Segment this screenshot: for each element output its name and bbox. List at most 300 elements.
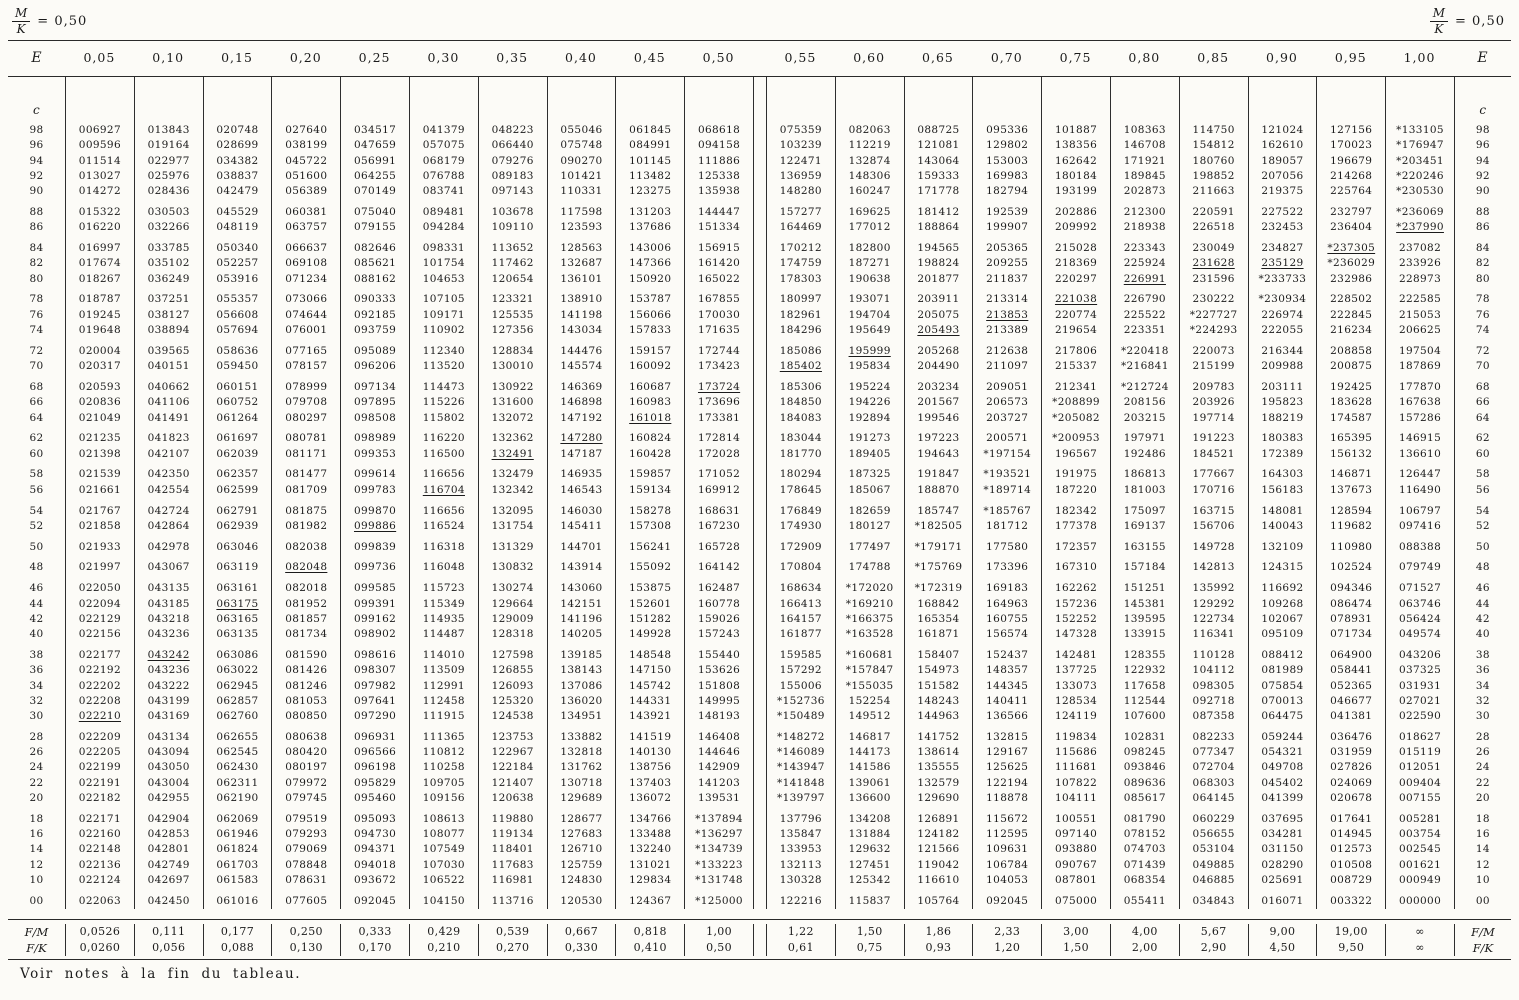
table-cell: 0,40	[565, 50, 597, 65]
table-cell: 1,20	[994, 941, 1021, 955]
table-cell: 152252	[1054, 612, 1098, 625]
table-cell: 066440	[491, 139, 534, 152]
table-cell: 001621	[1398, 858, 1442, 871]
table-cell: 201877	[917, 272, 960, 285]
table-cell	[754, 380, 766, 395]
table-cell: 192425	[1330, 380, 1373, 393]
table-cell: 170023	[1330, 139, 1373, 152]
table-cell: *197154	[983, 447, 1032, 460]
table-cell: 094158	[697, 139, 741, 152]
table-cell: 122194	[986, 776, 1029, 789]
table-cell: 119834	[1054, 730, 1098, 743]
table-cell: 180997	[779, 293, 822, 306]
table-cell: 139595	[1123, 612, 1166, 625]
table-cell: 043169	[147, 710, 190, 723]
ratio-value: = 0,50	[1455, 14, 1505, 30]
table-cell: 095336	[986, 124, 1029, 136]
table-cell: 056608	[216, 308, 259, 321]
data-column	[1179, 48, 1248, 68]
table-cell: 170212	[779, 242, 822, 255]
table-cell: 078931	[1330, 612, 1373, 625]
table-cell: 187271	[848, 257, 891, 270]
table-cell: 194643	[917, 447, 960, 460]
table-cell: 128677	[560, 812, 603, 825]
table-cell: 098245	[1123, 746, 1166, 759]
table-cell: 191273	[848, 432, 891, 445]
table-cell: 153787	[629, 293, 672, 306]
table-cell: 119880	[491, 812, 534, 825]
table-cell: 043004	[147, 776, 190, 789]
table-cell: 071734	[1330, 628, 1373, 641]
data-table	[8, 40, 1511, 960]
table-cell: *160681	[845, 648, 894, 661]
table-cell: 100551	[1054, 812, 1098, 825]
table-cell: 135555	[917, 761, 960, 774]
table-cell	[1249, 77, 1317, 123]
table-cell	[754, 359, 766, 374]
table-cell: 0,61	[787, 941, 814, 955]
table-cell: *133223	[695, 858, 743, 871]
table-cell: 0,80	[1128, 50, 1161, 65]
table-cell: 0,0526	[79, 925, 121, 939]
table-cell: 149728	[1192, 540, 1235, 553]
table-cell: 146708	[1123, 139, 1166, 152]
table-cell: 144173	[848, 746, 891, 759]
table-cell: 227522	[1261, 205, 1304, 218]
table-cell: 095089	[353, 344, 397, 357]
table-cell: 121566	[917, 843, 960, 856]
table-cell: 052257	[216, 257, 259, 270]
table-cell: 088725	[917, 124, 960, 136]
table-cell: 059244	[1261, 730, 1304, 743]
table-cell: 212341	[1054, 380, 1098, 393]
table-cell: 134951	[560, 710, 603, 723]
table-cell: 060381	[285, 205, 328, 218]
table-cell: ∞	[1415, 925, 1425, 939]
table-cell: 135938	[697, 185, 741, 198]
data-column	[271, 77, 340, 909]
table-cell: 109705	[422, 776, 465, 789]
table-cell	[754, 858, 766, 873]
table-cell: 231596	[1192, 272, 1235, 285]
table-cell: 146543	[560, 483, 603, 496]
table-cell: 180294	[779, 468, 822, 481]
table-cell: 160824	[629, 432, 672, 445]
table-cell: 139061	[848, 776, 891, 789]
table-cell: 138614	[917, 746, 960, 759]
data-column	[547, 48, 616, 68]
table-cell: 10	[1475, 874, 1490, 887]
table-cell: 185747	[917, 504, 960, 517]
table-cell: 133882	[560, 730, 603, 743]
table-cell: 182342	[1054, 504, 1098, 517]
table-cell	[754, 504, 766, 519]
table-cell: 34	[29, 679, 44, 692]
table-cell: F/K	[26, 941, 47, 956]
table-cell: 062545	[216, 746, 259, 759]
table-cell: 132687	[560, 257, 603, 270]
table-cell: 113716	[491, 894, 534, 907]
table-cell: 151282	[629, 612, 672, 625]
table-cell: 0,85	[1197, 50, 1230, 65]
table-cell: 061583	[216, 874, 259, 887]
table-cell	[754, 842, 766, 857]
table-cell: 123753	[491, 730, 534, 743]
table-cell: 051600	[285, 169, 328, 182]
table-cell: 077605	[285, 894, 328, 907]
table-cell: 099839	[353, 540, 397, 553]
table-cell: 141203	[697, 776, 741, 789]
table-cell: 199907	[986, 221, 1029, 234]
table-cell: 043134	[147, 730, 190, 743]
table-cell: 181770	[779, 447, 822, 460]
table-cell	[754, 467, 766, 482]
table-cell: 138910	[560, 293, 603, 306]
table-cell: 116490	[1398, 483, 1442, 496]
table-cell: 097134	[353, 380, 397, 393]
table-cell: 128355	[1123, 648, 1166, 661]
table-cell: 124119	[1054, 710, 1098, 723]
table-cell: 089636	[1123, 776, 1166, 789]
table-cell: 132095	[491, 504, 534, 517]
table-cell: 068354	[1123, 874, 1166, 887]
table-cell: 98	[1475, 124, 1490, 136]
table-cell: 56	[1475, 483, 1490, 496]
table-cell: 080850	[285, 710, 328, 723]
table-cell: 48	[1475, 561, 1490, 574]
table-cell: 078152	[1123, 828, 1166, 841]
table-cell: 136610	[1398, 447, 1442, 460]
table-cell: 119134	[491, 828, 534, 841]
table-cell: 116048	[422, 561, 465, 574]
table-cell: 189845	[1123, 169, 1166, 182]
table-cell: 0,270	[496, 941, 530, 955]
table-cell	[754, 241, 766, 256]
table-cell: 129802	[986, 139, 1029, 152]
table-cell: 232986	[1330, 272, 1373, 285]
table-cell: 101421	[560, 169, 603, 182]
table-cell: 088162	[353, 272, 397, 285]
table-cell: 171778	[917, 185, 960, 198]
table-cell: 090333	[353, 293, 397, 306]
table-cell: 081790	[1123, 812, 1166, 825]
ratio-fraction	[12, 7, 30, 36]
table-cell: 4,50	[1269, 941, 1296, 955]
table-cell: 072704	[1192, 761, 1235, 774]
table-cell: 16	[29, 828, 44, 841]
table-cell: 157277	[779, 205, 822, 218]
table-cell: 020836	[78, 396, 121, 409]
table-cell: 062939	[216, 519, 259, 532]
table-cell: 145381	[1123, 597, 1166, 610]
table-cell: 0,333	[358, 925, 392, 939]
table-cell: 200571	[986, 432, 1029, 445]
table-cell: 66	[1475, 396, 1490, 409]
table-cell: 071234	[285, 272, 328, 285]
table-cell: 170030	[697, 308, 741, 321]
table-cell: 0,088	[220, 941, 255, 955]
table-cell: 088412	[1261, 648, 1304, 661]
table-cell: 037325	[1398, 664, 1442, 677]
table-cell: 063135	[216, 628, 259, 641]
table-cell: 143064	[917, 154, 960, 167]
table-cell: 018267	[78, 272, 121, 285]
table-cell: 097895	[353, 396, 397, 409]
table-cell: 148243	[917, 694, 960, 707]
table-cell: 141752	[917, 730, 960, 743]
table-cell: 96	[29, 139, 44, 152]
table-cell: 211837	[986, 272, 1029, 285]
table-cell: 049885	[1192, 858, 1235, 871]
table-cell: 064475	[1261, 710, 1304, 723]
table-cell: 112340	[422, 344, 465, 357]
data-column	[972, 924, 1041, 956]
table-cell: 114010	[422, 648, 465, 661]
table-cell: 128594	[1330, 504, 1373, 517]
table-cell: 042479	[216, 185, 259, 198]
data-column	[65, 924, 134, 956]
table-cell	[272, 77, 340, 123]
table-cell: 134208	[848, 812, 891, 825]
table-cell: 90	[1475, 185, 1490, 198]
table-cell: 104053	[986, 874, 1029, 887]
table-footer	[8, 919, 1511, 960]
table-cell: 113509	[422, 664, 465, 677]
table-cell: 160755	[986, 612, 1029, 625]
table-cell: 129689	[560, 792, 603, 805]
data-column	[1248, 77, 1317, 909]
table-cell: 043135	[147, 582, 190, 595]
table-cell: 107030	[422, 858, 465, 871]
table-cell: 122734	[1192, 612, 1235, 625]
table-cell: 021398	[78, 447, 121, 460]
table-cell: 132818	[560, 746, 603, 759]
table-cell: 226974	[1261, 308, 1304, 321]
table-cell: 171052	[697, 468, 741, 481]
table-cell: 160092	[629, 360, 672, 373]
table-cell: 133073	[1054, 679, 1098, 692]
table-cell: 145411	[560, 519, 603, 532]
table-cell: 126891	[917, 812, 960, 825]
table-cell: 042554	[147, 483, 190, 496]
table-cell: 162487	[697, 582, 741, 595]
table-cell: 086474	[1330, 597, 1373, 610]
table-cell: 081982	[285, 519, 328, 532]
table-cell: 230222	[1192, 293, 1235, 306]
table-cell: 2,90	[1200, 941, 1227, 955]
table-cell: 164157	[779, 612, 822, 625]
table-cell	[66, 77, 134, 123]
table-cell: 027640	[285, 124, 328, 136]
table-cell: 76	[1475, 308, 1490, 321]
table-cell: 022208	[78, 694, 121, 707]
table-cell: 099391	[353, 597, 397, 610]
table-cell: 181003	[1123, 483, 1166, 496]
table-cell: 063119	[216, 561, 259, 574]
data-column	[65, 77, 134, 909]
table-cell: 232797	[1330, 205, 1373, 218]
data-column	[1041, 924, 1110, 956]
table-cell: *175769	[914, 561, 963, 574]
table-cell: 125338	[697, 169, 741, 182]
table-cell: 226518	[1192, 221, 1235, 234]
table-cell: 223343	[1123, 242, 1166, 255]
table-cell: 207056	[1261, 169, 1304, 182]
table-cell: *185767	[983, 504, 1032, 517]
table-cell	[616, 77, 684, 123]
data-column	[340, 48, 409, 68]
table-cell: 149512	[848, 710, 891, 723]
table-cell: 198824	[917, 257, 960, 270]
table-cell: 045722	[285, 154, 328, 167]
table-cell: 197504	[1398, 344, 1442, 357]
table-cell: 211663	[1192, 185, 1235, 198]
data-column	[271, 924, 340, 956]
table-cell	[836, 77, 904, 123]
table-cell: 196567	[1054, 447, 1098, 460]
table-cell: 133953	[779, 843, 822, 856]
table-cell: 097416	[1398, 519, 1442, 532]
table-cell: 142909	[697, 761, 741, 774]
table-cell: 115226	[422, 396, 465, 409]
table-cell: 9,00	[1269, 925, 1296, 939]
table-cell: 144476	[560, 344, 603, 357]
table-cell: c	[32, 102, 41, 117]
ratio-numerator: M	[12, 7, 30, 22]
table-cell: 075000	[1054, 894, 1098, 907]
table-cell: 063086	[216, 648, 259, 661]
table-cell: 034281	[1261, 828, 1304, 841]
row-label-column-left	[8, 77, 65, 909]
table-cell: 128834	[491, 344, 534, 357]
table-cell: 087358	[1192, 710, 1235, 723]
table-cell: 204490	[917, 360, 960, 373]
table-cell: 101754	[422, 257, 465, 270]
table-cell: 219654	[1054, 324, 1098, 337]
table-cell: 006927	[78, 124, 121, 136]
table-cell: 185067	[848, 483, 891, 496]
table-cell: 164303	[1261, 468, 1304, 481]
table-cell: 136101	[560, 272, 603, 285]
table-cell: 203911	[917, 293, 960, 306]
table-cell	[754, 483, 766, 498]
table-cell: 185086	[779, 344, 822, 357]
table-cell: 195649	[848, 324, 891, 337]
table-cell: E	[1477, 50, 1488, 66]
table-cell: 159026	[697, 612, 741, 625]
table-cell: 009404	[1398, 776, 1442, 789]
table-cell: 147192	[560, 411, 603, 424]
table-cell	[754, 940, 766, 956]
table-cell: 061703	[216, 858, 259, 871]
table-cell: 205365	[986, 242, 1029, 255]
ratio-label-right	[1430, 7, 1505, 36]
table-cell: 228973	[1398, 272, 1442, 285]
table-cell: 178645	[779, 483, 822, 496]
table-cell: 125342	[848, 874, 891, 887]
table-cell: 021539	[78, 468, 121, 481]
table-cell: 020678	[1330, 792, 1373, 805]
table-cell: 146871	[1330, 468, 1373, 481]
table-cell: 099886	[353, 519, 397, 532]
row-label-column-right	[1454, 924, 1511, 956]
table-cell: 236404	[1330, 221, 1373, 234]
table-cell: 189405	[848, 447, 891, 460]
table-cell: 147280	[560, 432, 603, 445]
table-cell: *233733	[1258, 272, 1307, 285]
table-cell: 203727	[986, 411, 1029, 424]
table-cell	[754, 791, 766, 806]
table-cell: 075854	[1261, 679, 1304, 692]
table-cell: 049708	[1261, 761, 1304, 774]
table-cell: 167638	[1398, 396, 1442, 409]
table-cell: 183628	[1330, 396, 1373, 409]
table-cell: 041491	[147, 411, 190, 424]
table-cell: 056389	[285, 185, 328, 198]
table-cell: 022124	[78, 874, 121, 887]
table-cell: *216841	[1120, 360, 1169, 373]
table-cell: 163715	[1192, 504, 1235, 517]
table-cell	[479, 77, 547, 123]
table-cell	[1042, 77, 1110, 123]
table-cell: 043206	[1398, 648, 1442, 661]
table-cell: 141586	[848, 761, 891, 774]
table-cell	[754, 344, 766, 359]
table-cell: 043050	[147, 761, 190, 774]
table-cell: 118878	[986, 792, 1029, 805]
table-cell: 043242	[147, 648, 190, 661]
table-cell: 041379	[422, 124, 465, 136]
table-cell: 114487	[422, 628, 465, 641]
table-cell: 186813	[1123, 468, 1166, 481]
table-cell: 022205	[78, 746, 121, 759]
table-cell: 173696	[697, 396, 741, 409]
table-cell	[410, 77, 478, 123]
table-cell: 099162	[353, 612, 397, 625]
table-cell: 235129	[1261, 257, 1304, 270]
table-cell: 058441	[1330, 664, 1373, 677]
data-column	[766, 77, 835, 909]
table-cell: 097140	[1054, 828, 1098, 841]
table-cell: *166375	[845, 612, 894, 625]
table-cell: 042904	[147, 812, 190, 825]
table-cell: 137686	[629, 221, 672, 234]
data-column	[1248, 48, 1317, 68]
table-cell: 106784	[986, 858, 1029, 871]
table-cell	[754, 776, 766, 791]
table-cell: 130274	[491, 582, 534, 595]
table-cell: 38	[1475, 648, 1490, 661]
table-cell: 022192	[78, 664, 121, 677]
table-cell: 104150	[422, 894, 465, 907]
table-cell: 131762	[560, 761, 603, 774]
table-cell: 220591	[1192, 205, 1235, 218]
table-cell: 72	[1475, 344, 1490, 357]
table-cell: 126710	[560, 843, 603, 856]
table-cell: 197223	[917, 432, 960, 445]
table-cell: 082038	[285, 540, 328, 553]
table-cell: 222845	[1330, 308, 1373, 321]
table-cell: 021235	[78, 432, 121, 445]
table-cell: 027826	[1330, 761, 1373, 774]
table-cell: 0,429	[427, 925, 461, 939]
table-cell: 096566	[353, 746, 397, 759]
table-cell: 0,056	[152, 941, 186, 955]
table-cell: 096206	[353, 360, 397, 373]
table-cell: *134739	[695, 843, 743, 856]
table-cell: 063022	[216, 664, 259, 677]
table-cell: 165395	[1330, 432, 1373, 445]
